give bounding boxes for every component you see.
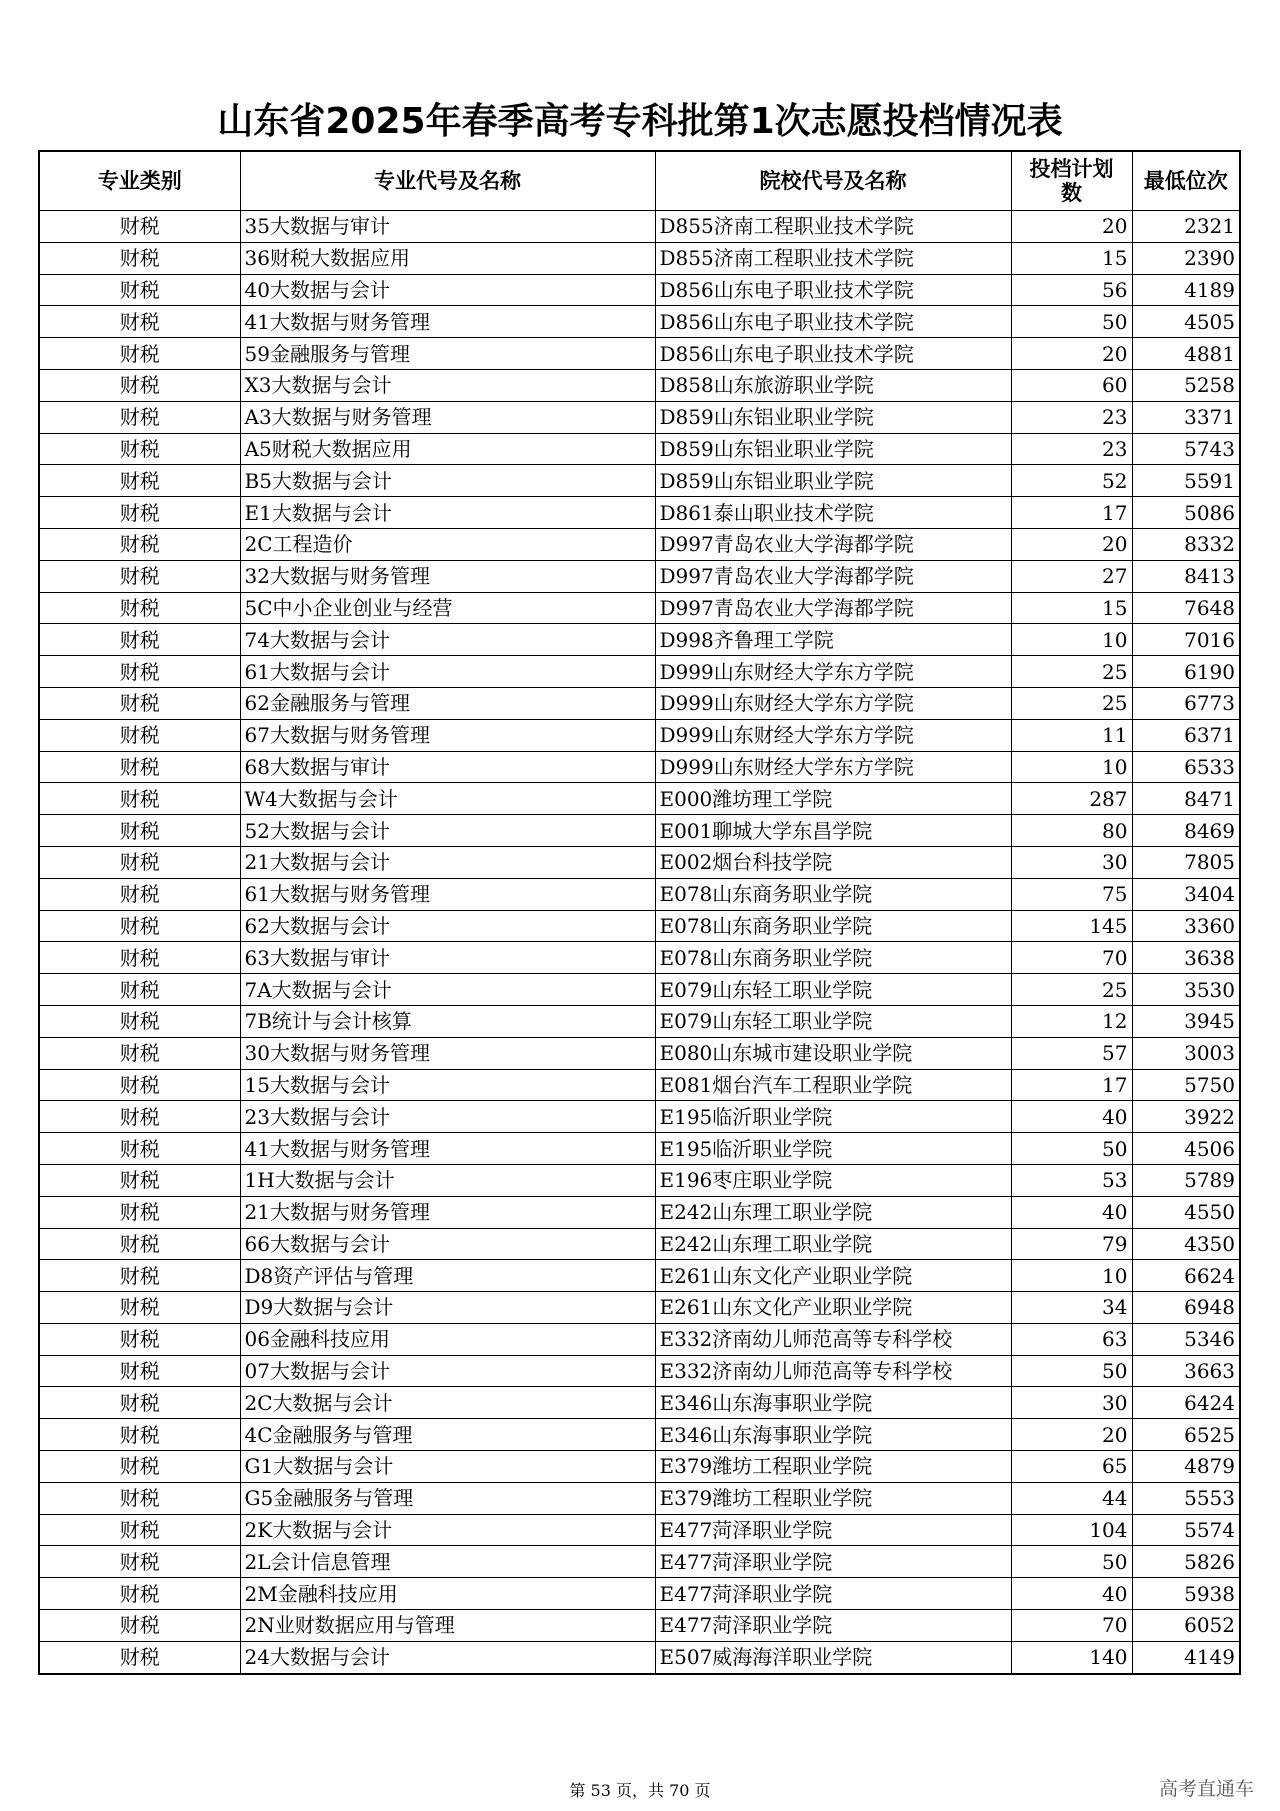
cell-category: 财税 — [39, 1546, 240, 1578]
cell-min-rank: 6052 — [1132, 1610, 1240, 1642]
cell-min-rank: 2321 — [1132, 211, 1240, 243]
table-row — [39, 1355, 1240, 1387]
cell-plan: 23 — [1011, 401, 1132, 433]
cell-school: E001聊城大学东昌学院 — [655, 815, 1011, 847]
cell-category: 财税 — [39, 1260, 240, 1292]
cell-plan: 80 — [1011, 815, 1132, 847]
cell-category: 财税 — [39, 719, 240, 751]
cell-plan: 52 — [1011, 465, 1132, 497]
cell-category: 财税 — [39, 1355, 240, 1387]
cell-min-rank: 6773 — [1132, 687, 1240, 719]
table-row — [39, 624, 1240, 656]
cell-category: 财税 — [39, 910, 240, 942]
table-row — [39, 274, 1240, 306]
cell-school: E477菏泽职业学院 — [655, 1546, 1011, 1578]
table-row — [39, 783, 1240, 815]
cell-plan: 20 — [1011, 211, 1132, 243]
cell-plan: 104 — [1011, 1514, 1132, 1546]
cell-school: E379潍坊工程职业学院 — [655, 1451, 1011, 1483]
cell-major: 62金融服务与管理 — [240, 687, 655, 719]
header-school: 院校代号及名称 — [655, 151, 1011, 211]
cell-category: 财税 — [39, 942, 240, 974]
cell-min-rank: 2390 — [1132, 242, 1240, 274]
table-row — [39, 497, 1240, 529]
cell-school: E332济南幼儿师范高等专科学校 — [655, 1323, 1011, 1355]
cell-school: E477菏泽职业学院 — [655, 1578, 1011, 1610]
cell-min-rank: 5258 — [1132, 369, 1240, 401]
table-row — [39, 1260, 1240, 1292]
cell-school: E346山东海事职业学院 — [655, 1387, 1011, 1419]
cell-major: X3大数据与会计 — [240, 369, 655, 401]
cell-major: 2L会计信息管理 — [240, 1546, 655, 1578]
cell-major: 06金融科技应用 — [240, 1323, 655, 1355]
cell-major: D9大数据与会计 — [240, 1292, 655, 1324]
cell-plan: 27 — [1011, 560, 1132, 592]
table-row — [39, 687, 1240, 719]
cell-major: 68大数据与审计 — [240, 751, 655, 783]
cell-category: 财税 — [39, 815, 240, 847]
table-row — [39, 1482, 1240, 1514]
cell-plan: 50 — [1011, 1133, 1132, 1165]
cell-min-rank: 6424 — [1132, 1387, 1240, 1419]
cell-major: A5财税大数据应用 — [240, 433, 655, 465]
cell-plan: 40 — [1011, 1578, 1132, 1610]
cell-category: 财税 — [39, 974, 240, 1006]
cell-school: D859山东铝业职业学院 — [655, 401, 1011, 433]
cell-min-rank: 4505 — [1132, 306, 1240, 338]
cell-plan: 56 — [1011, 274, 1132, 306]
cell-plan: 70 — [1011, 942, 1132, 974]
cell-min-rank: 6371 — [1132, 719, 1240, 751]
cell-min-rank: 5591 — [1132, 465, 1240, 497]
cell-min-rank: 5346 — [1132, 1323, 1240, 1355]
table-row — [39, 1133, 1240, 1165]
header-category: 专业类别 — [39, 151, 240, 211]
cell-school: E195临沂职业学院 — [655, 1101, 1011, 1133]
cell-min-rank: 5574 — [1132, 1514, 1240, 1546]
cell-category: 财税 — [39, 1641, 240, 1673]
cell-plan: 145 — [1011, 910, 1132, 942]
cell-school: D856山东电子职业技术学院 — [655, 338, 1011, 370]
table-row — [39, 1610, 1240, 1642]
cell-school: E242山东理工职业学院 — [655, 1228, 1011, 1260]
cell-category: 财税 — [39, 1514, 240, 1546]
cell-school: D861泰山职业技术学院 — [655, 497, 1011, 529]
cell-plan: 40 — [1011, 1196, 1132, 1228]
cell-category: 财税 — [39, 1387, 240, 1419]
cell-major: 32大数据与财务管理 — [240, 560, 655, 592]
cell-min-rank: 7805 — [1132, 846, 1240, 878]
cell-major: 2N业财数据应用与管理 — [240, 1610, 655, 1642]
cell-min-rank: 3922 — [1132, 1101, 1240, 1133]
cell-min-rank: 8332 — [1132, 528, 1240, 560]
cell-category: 财税 — [39, 878, 240, 910]
cell-school: E078山东商务职业学院 — [655, 878, 1011, 910]
cell-min-rank: 3404 — [1132, 878, 1240, 910]
cell-plan: 25 — [1011, 656, 1132, 688]
cell-min-rank: 4350 — [1132, 1228, 1240, 1260]
cell-major: 67大数据与财务管理 — [240, 719, 655, 751]
cell-min-rank: 3003 — [1132, 1037, 1240, 1069]
cell-major: 5C中小企业创业与经营 — [240, 592, 655, 624]
cell-min-rank: 3360 — [1132, 910, 1240, 942]
table-row — [39, 1292, 1240, 1324]
cell-min-rank: 5938 — [1132, 1578, 1240, 1610]
cell-major: 7A大数据与会计 — [240, 974, 655, 1006]
cell-category: 财税 — [39, 1037, 240, 1069]
table-row — [39, 1514, 1240, 1546]
table-row — [39, 592, 1240, 624]
cell-major: 21大数据与会计 — [240, 846, 655, 878]
cell-min-rank: 4550 — [1132, 1196, 1240, 1228]
cell-school: E477菏泽职业学院 — [655, 1514, 1011, 1546]
cell-major: 2K大数据与会计 — [240, 1514, 655, 1546]
page-title: 山东省2025年春季高考专科批第1次志愿投档情况表 — [217, 101, 1063, 142]
cell-plan: 44 — [1011, 1482, 1132, 1514]
cell-plan: 34 — [1011, 1292, 1132, 1324]
cell-major: 61大数据与财务管理 — [240, 878, 655, 910]
table-row — [39, 306, 1240, 338]
cell-plan: 287 — [1011, 783, 1132, 815]
cell-plan: 60 — [1011, 369, 1132, 401]
cell-min-rank: 3371 — [1132, 401, 1240, 433]
cell-major: 24大数据与会计 — [240, 1641, 655, 1673]
cell-school: E078山东商务职业学院 — [655, 942, 1011, 974]
cell-plan: 10 — [1011, 1260, 1132, 1292]
cell-school: E379潍坊工程职业学院 — [655, 1482, 1011, 1514]
cell-plan: 65 — [1011, 1451, 1132, 1483]
cell-school: E261山东文化产业职业学院 — [655, 1260, 1011, 1292]
cell-category: 财税 — [39, 433, 240, 465]
cell-major: 15大数据与会计 — [240, 1069, 655, 1101]
cell-plan: 25 — [1011, 974, 1132, 1006]
cell-school: E346山东海事职业学院 — [655, 1419, 1011, 1451]
cell-category: 财税 — [39, 497, 240, 529]
table-row — [39, 338, 1240, 370]
cell-category: 财税 — [39, 560, 240, 592]
cell-category: 财税 — [39, 1069, 240, 1101]
cell-category: 财税 — [39, 846, 240, 878]
cell-school: D855济南工程职业技术学院 — [655, 211, 1011, 243]
cell-plan: 20 — [1011, 528, 1132, 560]
cell-category: 财税 — [39, 687, 240, 719]
cell-major: W4大数据与会计 — [240, 783, 655, 815]
cell-category: 财税 — [39, 338, 240, 370]
cell-major: A3大数据与财务管理 — [240, 401, 655, 433]
header-major: 专业代号及名称 — [240, 151, 655, 211]
cell-major: 41大数据与财务管理 — [240, 306, 655, 338]
cell-plan: 140 — [1011, 1641, 1132, 1673]
cell-school: D999山东财经大学东方学院 — [655, 687, 1011, 719]
table-row — [39, 369, 1240, 401]
cell-school: E507威海海洋职业学院 — [655, 1641, 1011, 1673]
cell-school: E079山东轻工职业学院 — [655, 1005, 1011, 1037]
cell-min-rank: 3638 — [1132, 942, 1240, 974]
cell-plan: 10 — [1011, 624, 1132, 656]
cell-min-rank: 6948 — [1132, 1292, 1240, 1324]
cell-plan: 15 — [1011, 242, 1132, 274]
cell-category: 财税 — [39, 1101, 240, 1133]
cell-min-rank: 5750 — [1132, 1069, 1240, 1101]
cell-school: E078山东商务职业学院 — [655, 910, 1011, 942]
cell-school: D999山东财经大学东方学院 — [655, 751, 1011, 783]
cell-plan: 15 — [1011, 592, 1132, 624]
cell-min-rank: 4879 — [1132, 1451, 1240, 1483]
cell-min-rank: 4506 — [1132, 1133, 1240, 1165]
cell-plan: 57 — [1011, 1037, 1132, 1069]
cell-major: 36财税大数据应用 — [240, 242, 655, 274]
cell-major: E1大数据与会计 — [240, 497, 655, 529]
cell-major: 4C金融服务与管理 — [240, 1419, 655, 1451]
cell-plan: 50 — [1011, 1546, 1132, 1578]
cell-category: 财税 — [39, 1164, 240, 1196]
cell-min-rank: 4149 — [1132, 1641, 1240, 1673]
cell-plan: 20 — [1011, 1419, 1132, 1451]
cell-min-rank: 3530 — [1132, 974, 1240, 1006]
cell-category: 财税 — [39, 528, 240, 560]
page-number: 第 53 页，共 70 页 — [569, 1781, 711, 1800]
cell-school: D999山东财经大学东方学院 — [655, 719, 1011, 751]
table-row — [39, 528, 1240, 560]
table-header-row — [39, 151, 1240, 211]
cell-school: E195临沂职业学院 — [655, 1133, 1011, 1165]
table-row — [39, 719, 1240, 751]
cell-category: 财税 — [39, 1133, 240, 1165]
table-row — [39, 1101, 1240, 1133]
cell-min-rank: 8469 — [1132, 815, 1240, 847]
cell-major: 23大数据与会计 — [240, 1101, 655, 1133]
cell-major: 63大数据与审计 — [240, 942, 655, 974]
cell-min-rank: 8471 — [1132, 783, 1240, 815]
cell-major: 41大数据与财务管理 — [240, 1133, 655, 1165]
cell-min-rank: 3663 — [1132, 1355, 1240, 1387]
table-row — [39, 211, 1240, 243]
cell-min-rank: 3945 — [1132, 1005, 1240, 1037]
cell-min-rank: 4881 — [1132, 338, 1240, 370]
table-row — [39, 846, 1240, 878]
table-row — [39, 751, 1240, 783]
cell-major: 2C工程造价 — [240, 528, 655, 560]
cell-min-rank: 6533 — [1132, 751, 1240, 783]
cell-major: 2M金融科技应用 — [240, 1578, 655, 1610]
admission-table — [38, 150, 1241, 1675]
table-row — [39, 878, 1240, 910]
header-min-rank: 最低位次 — [1132, 151, 1240, 211]
cell-major: 1H大数据与会计 — [240, 1164, 655, 1196]
table-row — [39, 433, 1240, 465]
table-row — [39, 1196, 1240, 1228]
cell-plan: 70 — [1011, 1610, 1132, 1642]
table-row — [39, 656, 1240, 688]
header-plan-label: 投档计划数 — [1029, 157, 1114, 205]
cell-plan: 63 — [1011, 1323, 1132, 1355]
table-row — [39, 1069, 1240, 1101]
cell-category: 财税 — [39, 1419, 240, 1451]
cell-plan: 40 — [1011, 1101, 1132, 1133]
table-row — [39, 974, 1240, 1006]
cell-major: 2C大数据与会计 — [240, 1387, 655, 1419]
cell-major: D8资产评估与管理 — [240, 1260, 655, 1292]
cell-major: 52大数据与会计 — [240, 815, 655, 847]
table-row — [39, 1323, 1240, 1355]
cell-school: D858山东旅游职业学院 — [655, 369, 1011, 401]
table-row — [39, 1228, 1240, 1260]
cell-major: 21大数据与财务管理 — [240, 1196, 655, 1228]
table-row — [39, 242, 1240, 274]
cell-min-rank: 5789 — [1132, 1164, 1240, 1196]
cell-plan: 79 — [1011, 1228, 1132, 1260]
cell-plan: 20 — [1011, 338, 1132, 370]
cell-school: D998齐鲁理工学院 — [655, 624, 1011, 656]
cell-school: E196枣庄职业学院 — [655, 1164, 1011, 1196]
cell-category: 财税 — [39, 1451, 240, 1483]
cell-school: D999山东财经大学东方学院 — [655, 656, 1011, 688]
table-row — [39, 1387, 1240, 1419]
cell-category: 财税 — [39, 274, 240, 306]
cell-plan: 25 — [1011, 687, 1132, 719]
cell-major: 07大数据与会计 — [240, 1355, 655, 1387]
cell-category: 财税 — [39, 1292, 240, 1324]
cell-school: E332济南幼儿师范高等专科学校 — [655, 1355, 1011, 1387]
table-row — [39, 465, 1240, 497]
table-row — [39, 1578, 1240, 1610]
cell-school: E081烟台汽车工程职业学院 — [655, 1069, 1011, 1101]
cell-school: D855济南工程职业技术学院 — [655, 242, 1011, 274]
table-row — [39, 1546, 1240, 1578]
cell-major: 35大数据与审计 — [240, 211, 655, 243]
cell-plan: 11 — [1011, 719, 1132, 751]
cell-min-rank: 7648 — [1132, 592, 1240, 624]
cell-plan: 30 — [1011, 846, 1132, 878]
cell-school: D856山东电子职业技术学院 — [655, 274, 1011, 306]
cell-min-rank: 5086 — [1132, 497, 1240, 529]
cell-major: 40大数据与会计 — [240, 274, 655, 306]
cell-major: G1大数据与会计 — [240, 1451, 655, 1483]
cell-min-rank: 5743 — [1132, 433, 1240, 465]
cell-category: 财税 — [39, 369, 240, 401]
cell-major: 59金融服务与管理 — [240, 338, 655, 370]
cell-school: D856山东电子职业技术学院 — [655, 306, 1011, 338]
table-row — [39, 910, 1240, 942]
table-row — [39, 1005, 1240, 1037]
cell-category: 财税 — [39, 1005, 240, 1037]
cell-major: B5大数据与会计 — [240, 465, 655, 497]
cell-plan: 17 — [1011, 497, 1132, 529]
table-row — [39, 1419, 1240, 1451]
table-row — [39, 401, 1240, 433]
cell-plan: 12 — [1011, 1005, 1132, 1037]
cell-school: E000潍坊理工学院 — [655, 783, 1011, 815]
table-row — [39, 1037, 1240, 1069]
cell-category: 财税 — [39, 751, 240, 783]
table-row — [39, 942, 1240, 974]
cell-category: 财税 — [39, 211, 240, 243]
cell-major: 7B统计与会计核算 — [240, 1005, 655, 1037]
cell-school: D997青岛农业大学海都学院 — [655, 560, 1011, 592]
cell-major: G5金融服务与管理 — [240, 1482, 655, 1514]
watermark: 高考直通车 — [1158, 1778, 1254, 1800]
cell-school: E242山东理工职业学院 — [655, 1196, 1011, 1228]
cell-plan: 53 — [1011, 1164, 1132, 1196]
cell-category: 财税 — [39, 306, 240, 338]
cell-category: 财税 — [39, 624, 240, 656]
cell-school: D997青岛农业大学海都学院 — [655, 592, 1011, 624]
table-row — [39, 1164, 1240, 1196]
cell-plan: 17 — [1011, 1069, 1132, 1101]
table-row — [39, 815, 1240, 847]
cell-school: D859山东铝业职业学院 — [655, 465, 1011, 497]
cell-school: E477菏泽职业学院 — [655, 1610, 1011, 1642]
cell-category: 财税 — [39, 656, 240, 688]
cell-min-rank: 6190 — [1132, 656, 1240, 688]
cell-category: 财税 — [39, 1482, 240, 1514]
cell-plan: 23 — [1011, 433, 1132, 465]
cell-min-rank: 4189 — [1132, 274, 1240, 306]
cell-min-rank: 6525 — [1132, 1419, 1240, 1451]
cell-category: 财税 — [39, 1196, 240, 1228]
cell-min-rank: 5553 — [1132, 1482, 1240, 1514]
cell-plan: 30 — [1011, 1387, 1132, 1419]
cell-category: 财税 — [39, 465, 240, 497]
cell-school: E080山东城市建设职业学院 — [655, 1037, 1011, 1069]
cell-major: 62大数据与会计 — [240, 910, 655, 942]
cell-plan: 10 — [1011, 751, 1132, 783]
table-row — [39, 560, 1240, 592]
cell-min-rank: 8413 — [1132, 560, 1240, 592]
cell-major: 61大数据与会计 — [240, 656, 655, 688]
cell-school: E261山东文化产业职业学院 — [655, 1292, 1011, 1324]
cell-category: 财税 — [39, 592, 240, 624]
cell-school: D997青岛农业大学海都学院 — [655, 528, 1011, 560]
cell-major: 74大数据与会计 — [240, 624, 655, 656]
cell-category: 财税 — [39, 1323, 240, 1355]
cell-major: 66大数据与会计 — [240, 1228, 655, 1260]
cell-major: 30大数据与财务管理 — [240, 1037, 655, 1069]
table-row — [39, 1641, 1240, 1673]
cell-category: 财税 — [39, 1610, 240, 1642]
cell-plan: 75 — [1011, 878, 1132, 910]
cell-min-rank: 6624 — [1132, 1260, 1240, 1292]
cell-school: E079山东轻工职业学院 — [655, 974, 1011, 1006]
cell-plan: 50 — [1011, 1355, 1132, 1387]
cell-min-rank: 7016 — [1132, 624, 1240, 656]
table-row — [39, 1451, 1240, 1483]
cell-category: 财税 — [39, 242, 240, 274]
page-footer — [0, 1778, 1280, 1801]
header-plan — [1011, 151, 1132, 211]
cell-category: 财税 — [39, 1578, 240, 1610]
cell-plan: 50 — [1011, 306, 1132, 338]
cell-category: 财税 — [39, 401, 240, 433]
cell-category: 财税 — [39, 783, 240, 815]
cell-school: D859山东铝业职业学院 — [655, 433, 1011, 465]
cell-category: 财税 — [39, 1228, 240, 1260]
cell-min-rank: 5826 — [1132, 1546, 1240, 1578]
cell-school: E002烟台科技学院 — [655, 846, 1011, 878]
